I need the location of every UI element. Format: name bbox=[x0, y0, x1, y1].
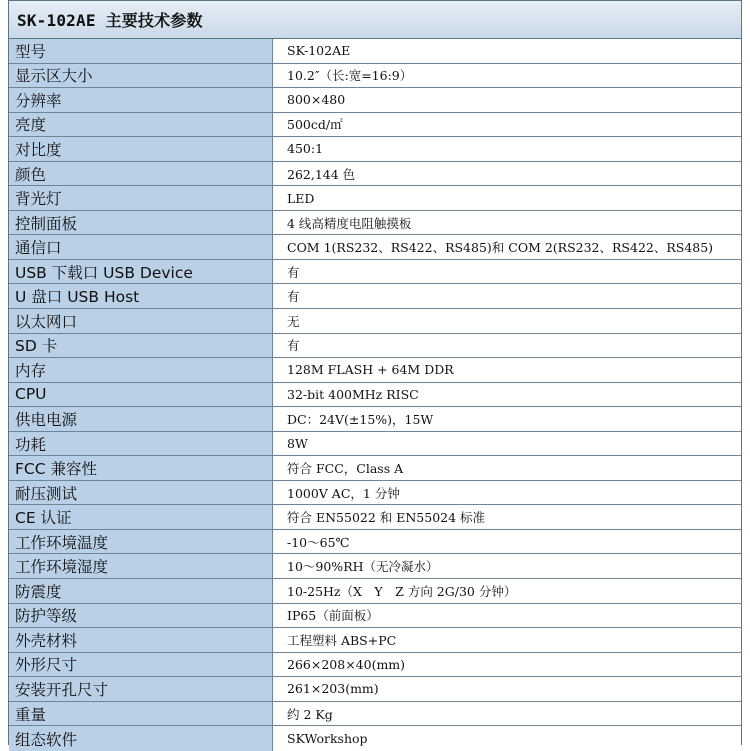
spec-label: 组态软件 bbox=[9, 726, 273, 751]
spec-value: 4 线高精度电阻触摸板 bbox=[273, 211, 741, 235]
spec-value: 261×203(mm) bbox=[273, 677, 741, 701]
table-row bbox=[9, 407, 741, 432]
spec-label: 控制面板 bbox=[9, 211, 273, 235]
table-row bbox=[9, 113, 741, 138]
table-row bbox=[9, 334, 741, 359]
spec-label: 功耗 bbox=[9, 432, 273, 456]
table-row bbox=[9, 579, 741, 604]
table-row bbox=[9, 481, 741, 506]
spec-value: SK-102AE bbox=[273, 39, 741, 63]
spec-label: CE 认证 bbox=[9, 505, 273, 529]
spec-label: USB 下载口 USB Device bbox=[9, 260, 273, 284]
spec-value: 约 2 Kg bbox=[273, 702, 741, 726]
spec-label: FCC 兼容性 bbox=[9, 456, 273, 480]
spec-label: CPU bbox=[9, 383, 273, 407]
spec-value: 工程塑料 ABS+PC bbox=[273, 628, 741, 652]
table-row bbox=[9, 162, 741, 187]
spec-value: 10.2″（长:宽=16:9） bbox=[273, 64, 741, 88]
table-row bbox=[9, 530, 741, 555]
table-row bbox=[9, 211, 741, 236]
spec-label: 对比度 bbox=[9, 137, 273, 161]
spec-value: 262,144 色 bbox=[273, 162, 741, 186]
spec-value: IP65（前面板） bbox=[273, 604, 741, 628]
table-row bbox=[9, 309, 741, 334]
spec-label: 背光灯 bbox=[9, 186, 273, 210]
table-row bbox=[9, 39, 741, 64]
spec-label: 工作环境湿度 bbox=[9, 554, 273, 578]
spec-value: LED bbox=[273, 186, 741, 210]
table-row bbox=[9, 604, 741, 629]
table-row bbox=[9, 677, 741, 702]
table-row bbox=[9, 260, 741, 285]
spec-value: 有 bbox=[273, 334, 741, 358]
spec-label: 型号 bbox=[9, 39, 273, 63]
spec-label: 通信口 bbox=[9, 235, 273, 259]
spec-value: COM 1(RS232、RS422、RS485)和 COM 2(RS232、RS422、RS485) bbox=[273, 235, 741, 259]
spec-value: DC：24V(±15%)，15W bbox=[273, 407, 741, 431]
spec-label: 颜色 bbox=[9, 162, 273, 186]
spec-label: 外形尺寸 bbox=[9, 653, 273, 677]
spec-label: 防震度 bbox=[9, 579, 273, 603]
spec-value: 10-25Hz（X Y Z 方向 2G/30 分钟） bbox=[273, 579, 741, 603]
spec-label: 以太网口 bbox=[9, 309, 273, 333]
spec-label: 亮度 bbox=[9, 113, 273, 137]
table-row bbox=[9, 383, 741, 408]
table-row bbox=[9, 432, 741, 457]
spec-value: -10～65℃ bbox=[273, 530, 741, 554]
spec-value: 8W bbox=[273, 432, 741, 456]
spec-value: 无 bbox=[273, 309, 741, 333]
spec-value: 32-bit 400MHz RISC bbox=[273, 383, 741, 407]
spec-label: 显示区大小 bbox=[9, 64, 273, 88]
spec-label: U 盘口 USB Host bbox=[9, 284, 273, 308]
spec-value: 符合 EN55022 和 EN55024 标准 bbox=[273, 505, 741, 529]
table-row bbox=[9, 702, 741, 727]
table-title: SK-102AE 主要技术参数 bbox=[9, 1, 741, 39]
table-row bbox=[9, 64, 741, 89]
spec-label: 重量 bbox=[9, 702, 273, 726]
table-row bbox=[9, 284, 741, 309]
spec-label: 安装开孔尺寸 bbox=[9, 677, 273, 701]
table-row bbox=[9, 726, 741, 751]
table-row bbox=[9, 235, 741, 260]
spec-rows bbox=[9, 39, 741, 751]
spec-label: 工作环境温度 bbox=[9, 530, 273, 554]
table-row bbox=[9, 628, 741, 653]
spec-table bbox=[8, 0, 742, 749]
spec-value: 266×208×40(mm) bbox=[273, 653, 741, 677]
spec-value: 10～90%RH（无冷凝水） bbox=[273, 554, 741, 578]
spec-value: SKWorkshop bbox=[273, 726, 741, 751]
spec-value: 有 bbox=[273, 260, 741, 284]
table-row bbox=[9, 554, 741, 579]
spec-value: 128M FLASH + 64M DDR bbox=[273, 358, 741, 382]
table-row bbox=[9, 137, 741, 162]
spec-label: 内存 bbox=[9, 358, 273, 382]
spec-value: 符合 FCC，Class A bbox=[273, 456, 741, 480]
table-row bbox=[9, 505, 741, 530]
spec-value: 500cd/㎡ bbox=[273, 113, 741, 137]
table-row bbox=[9, 88, 741, 113]
spec-label: 分辨率 bbox=[9, 88, 273, 112]
table-row bbox=[9, 653, 741, 678]
spec-value: 1000V AC，1 分钟 bbox=[273, 481, 741, 505]
spec-label: 耐压测试 bbox=[9, 481, 273, 505]
spec-label: SD 卡 bbox=[9, 334, 273, 358]
spec-label: 外壳材料 bbox=[9, 628, 273, 652]
table-row bbox=[9, 186, 741, 211]
spec-label: 防护等级 bbox=[9, 604, 273, 628]
spec-value: 450:1 bbox=[273, 137, 741, 161]
spec-value: 800×480 bbox=[273, 88, 741, 112]
spec-label: 供电电源 bbox=[9, 407, 273, 431]
spec-value: 有 bbox=[273, 284, 741, 308]
table-row bbox=[9, 358, 741, 383]
table-row bbox=[9, 456, 741, 481]
